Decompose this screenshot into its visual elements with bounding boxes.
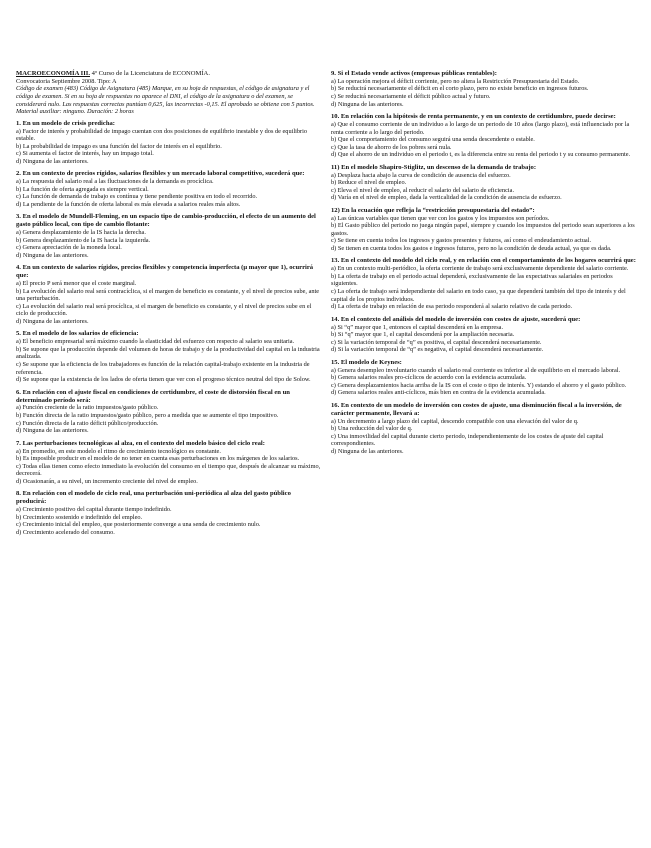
answer-option: d) La oferta de trabajo en relación de esa periodo responderá al salario relativo de cada periodo.: [331, 303, 573, 311]
answer-option: d) Ninguna de las anteriores.: [16, 317, 89, 325]
answer-option: b) Crecimiento sostenido e indefinido del empleo.: [16, 513, 143, 521]
answer-option: d) Ocasionarán, a su nivel, un incremento creciente del nivel de empleo.: [16, 477, 198, 485]
answer-option: c) La evolución del salario real será procíclica, si el margen de beneficio es constante, y el nivel de precios sube en el ciclo de producción.: [16, 302, 312, 318]
question: [16, 389, 321, 435]
answer-option: b) La oferta de trabajo en el periodo actual dependerá, exclusivamente de las expectativas salariales en periodos siguientes.: [331, 272, 613, 288]
question-title: 2. En un contexto de precios rígidos, salarios flexibles y un mercado laboral competitivo, sucederá que:: [16, 170, 305, 178]
answer-option: a) En promedio, en este modelo el ritmo de crecimiento tecnológico es constante.: [16, 447, 221, 455]
question: [331, 207, 636, 253]
question: [16, 120, 321, 166]
answer-option: b) Una reducción del valor de q.: [331, 425, 413, 433]
exam-title: [16, 70, 321, 78]
answer-option: a) El precio P será menor que el coste marginal.: [16, 280, 137, 288]
question-title: 7. Las perturbaciones tecnológicas al alza, en el contexto del modelo básico del ciclo real:: [16, 439, 265, 447]
answer-option: b) Reduce el nivel de empleo.: [331, 179, 407, 187]
answer-option: c) Que la tasa de ahorro de los pobres será nula.: [331, 143, 452, 151]
question-title: 3. En el modelo de Mundell-Fleming, en un espacio tipo de cambio-producción, el efecto de un aumento del gasto público local, con tipo de cambio flotante:: [16, 213, 316, 229]
answer-option: d) Ninguna de las anteriores.: [16, 157, 89, 165]
answer-option: a) La respuesta del salario real a las fluctuaciones de la demanda es procíclica.: [16, 178, 214, 186]
question: [16, 440, 321, 486]
course-title: 4º Curso de la Licenciatura de ECONOMÍA.: [90, 70, 210, 77]
answer-option: c) La función de demanda de trabajo es contínua y tiene pendiente positiva en todo el recorrido.: [16, 193, 258, 201]
columns: [16, 70, 637, 541]
question-title: 15. El modelo de Keynes:: [331, 358, 402, 366]
question-title: 9. Si el Estado vende activos (empresas públicas rentables):: [331, 70, 497, 77]
answer-option: b) Función directa de la ratio impuestos/gasto público, pero a medida que se aumente el tipo impositivo.: [16, 412, 279, 420]
answer-option: a) Genera desplazamiento de la IS hacia la derecha.: [16, 229, 146, 237]
answer-option: c) Función directa de la ratio déficit público/producción.: [16, 419, 159, 427]
answer-option: d) Ninguna de las anteriores.: [16, 427, 89, 435]
question: [16, 170, 321, 208]
answer-option: a) Si “q” mayor que 1, entonces el capital descenderá en la empresa.: [331, 323, 504, 331]
answer-option: a) Las únicas variables que tienen que ver con los gastos y los impuestos son períodos.: [331, 214, 550, 222]
answer-option: c) Se tiene en cuenta todos los ingresos y gastos presentes y futuros, así como el endeudamiento actual.: [331, 237, 592, 245]
answer-option: d) Ninguna de las anteriores.: [16, 251, 89, 259]
answer-option: c) Genera desplazamientos hacia arriba de la IS con el coste o tipo de interés. Y) estando el ahorro y el gasto público.: [331, 381, 627, 389]
answer-option: b) Se supone que la producción depende del volumen de horas de trabajo y de la productividad del capital en la industria analizada.: [16, 345, 320, 361]
question-title: 12) En la ecuación que refleja la “restricción presupuestaria del estado”:: [331, 206, 535, 214]
answer-option: c) Una inmovilidad del capital durante cierto periodo, independientemente de los costes de ajuste del capital correspondientes.: [331, 432, 604, 448]
left-questions: [16, 120, 321, 537]
answer-option: c) Todas ellas tienen como efecto inmediato la evolución del consumo en el tiempo que, después de alcanzar su máximo, decrecerá.: [16, 462, 321, 478]
question: [16, 213, 321, 259]
answer-option: b) Si “q” mayor que 1, el capital descenderá por la ampliación necesaria.: [331, 331, 515, 339]
answer-option: b) Es imposible producir en el modelo de no tener en cuenta esas perturbaciones en los márgenes de los salarios.: [16, 455, 300, 463]
answer-option: b) Que el comportamiento del consumo seguirá una senda descendente o estable.: [331, 136, 535, 144]
answer-option: d) Se tienen en cuenta todos los gastos e ingresos futuros, pero no la condición de deuda actual, ya que es dada.: [331, 244, 612, 252]
question-title: 1. En un modelo de crisis predicha:: [16, 119, 115, 127]
answer-option: b) La función de oferta agregada es siempre vertical.: [16, 185, 149, 193]
right-questions: [331, 70, 636, 455]
question: [331, 359, 636, 397]
question-title: 6. En relación con el ajuste fiscal en condiciones de certidumbre, el coste de distorsión fiscal en un determinado período será:: [16, 388, 290, 404]
question-title: 14. En el contexto del análisis del modelo de inversión con costes de ajuste, sucederá que:: [331, 315, 581, 323]
answer-option: b) La probabilidad de impago es una función del factor de interés en el equilibrio.: [16, 142, 222, 150]
right-column: [331, 70, 636, 541]
answer-option: a) Función creciente de la ratio impuestos/gasto público.: [16, 404, 159, 412]
question: [331, 257, 636, 310]
question: [331, 70, 636, 108]
answer-option: a) Genera desempleo involuntario cuando el salario real corriente es inferior al de equilibrio en el mercado laboral.: [331, 366, 621, 374]
answer-option: d) Se supone que la existencia de los lados de oferta tienen que ver con el progreso técnico neutral del tipo de Solow.: [16, 376, 311, 384]
answer-option: b) Se reducirá necesariamente el déficit en el corto plazo, pero no existe beneficio en ingresos futuros.: [331, 85, 589, 93]
question: [331, 316, 636, 354]
answer-option: b) La evolución del salario real será contracíclica, si el margen de beneficio es constante, y el nivel de precios sube, ante una perturbación.: [16, 287, 320, 303]
answer-option: b) Genera salarios reales pro-cíclicos de acuerdo con la evidencia acumulada.: [331, 374, 527, 382]
question-title: 4. En un contexto de salarios rígidos, precios flexibles y competencia imperfecta (μ mayor que 1), ocurrirá que:: [16, 264, 314, 280]
subject-title: MACROECONOMÍA III.: [16, 70, 90, 77]
answer-option: a) En un contexto multi-periódico, la oferta corriente de trabajo será exclusivamente dependiente del salario corriente.: [331, 265, 629, 273]
answer-option: c) Eleva el nivel de empleo, al reducir el salario del salario de eficiencia.: [331, 186, 515, 194]
answer-option: d) Ninguna de las anteriores.: [331, 100, 404, 108]
answer-option: a) Desplaza hacia abajo la curva de condición de ausencia del esfuerzo.: [331, 171, 511, 179]
answer-option: a) Crecimiento positivo del capital durante tiempo indefinido.: [16, 506, 172, 514]
answer-option: b) El Gasto público del periodo no juega ningún papel, siempre y cuando los impuestos del periodo sean superiores a los gastos.: [331, 222, 635, 237]
answer-option: c) Se reducirá necesariamente el déficit público actual y futuro.: [331, 93, 491, 100]
question: [16, 264, 321, 325]
question-title: 8. En relación con el modelo de ciclo real, una perturbación uni-periódica al alza del gasto público producirá:: [16, 490, 291, 506]
answer-option: a) La operación mejora el déficit corriente, pero no altera la Restricción Presupuestaria del Estado.: [331, 77, 580, 85]
answer-option: d) Si la variación temporal de “q” es negativa, el capital descenderá necesariamente.: [331, 346, 544, 354]
answer-option: a) Un decremento a largo plazo del capital, descendo compatible con una elevación del valor de q.: [331, 417, 579, 425]
question-title: 5. En el modelo de los salarios de eficiencia:: [16, 330, 139, 338]
left-column: [16, 70, 321, 541]
question: [331, 113, 636, 159]
question-title: 11) En el modelo Shapiro-Stiglitz, un descenso de la demanda de trabajo:: [331, 163, 537, 171]
question-title: 10. En relación con la hipótesis de renta permanente, y en un contexto de certidumbre, puede decirse:: [331, 113, 616, 121]
exam-instructions: Código de examen (483) Código de Asignatura (485) Marque, en su hoja de respuestas, el código de asignatura y el código de examen. Si en su hoja de respuestas no aparece el DNI, el código de la asignatura o del examen, se considerará nulo. Las respuestas correctas puntúan 0,625, las incorrectas -0,15. El aprobado se obtiene con 5 puntos. Material auxiliar: ninguno. Duración: 2 horas: [16, 85, 315, 116]
question: [16, 490, 321, 536]
answer-option: d) Genera salarios reales anti-cíclicos, más bien en contra de la evidencia acumulada.: [331, 389, 546, 397]
answer-option: d) Crecimiento acelerado del consumo.: [16, 528, 115, 536]
answer-option: a) El beneficio empresarial será máximo cuando la elasticidad del esfuerzo con respecto al salario sea unitaria.: [16, 338, 295, 346]
answer-option: c) Si la variación temporal de “q” es positiva, el capital descenderá necesariamente.: [331, 338, 542, 346]
answer-option: d) Ninguna de las anteriores.: [331, 447, 404, 455]
answer-option: c) Genera apreciación de la moneda local.: [16, 244, 122, 252]
answer-option: c) La oferta de trabajo será independiente del salario en todo caso, ya que dependerá también del tipo de interés y del capital de los propios individuos.: [331, 288, 626, 303]
question: [331, 402, 636, 456]
answer-option: c) Si aumenta el factor de interés, hay un impago total.: [16, 150, 154, 158]
question: [331, 164, 636, 202]
answer-option: c) Crecimiento inicial del empleo, que posteriormente converge a una senda de crecimiento nulo.: [16, 521, 261, 529]
question-title: 13. En el contexto del modelo del ciclo real, y en relación con el comportamiento de los hogares ocurrirá que:: [331, 257, 636, 265]
answer-option: d) Que el ahorro de un individuo en el periodo t, es la diferencia entre su renta del periodo t y su consumo permanente.: [331, 151, 631, 159]
answer-option: c) Se supone que la eficiencia de los trabajadores es función de la relación capital-trabajo existente en la industria de referencia.: [16, 361, 310, 376]
answer-option: b) Genera desplazamiento de la IS hacia la izquierda.: [16, 236, 151, 244]
question: [16, 330, 321, 383]
answer-option: d) Varía en el nivel de empleo, dada la verticalidad de la condición de ausencia de esfuerzo.: [331, 194, 562, 202]
convocatoria: Convocatoria Septiembre 2008. Tipo: A: [16, 77, 117, 85]
answer-option: a) Que el consumo corriente de un individuo a lo largo de un periodo de 10 años (largo plazo), está influenciado por la renta corriente a lo largo del periodo.: [331, 121, 630, 136]
answer-option: a) Factor de interés y probabilidad de impago cuentan con dos posiciones de equilibrio inestable y dos de equilibrio estable.: [16, 127, 307, 143]
answer-option: d) La pendiente de la función de oferta laboral es más elevada a salarios reales más altos.: [16, 200, 241, 208]
question-title: 16. En contexto de un modelo de inversión con costes de ajuste, una disminución fiscal a la inversión, de carácter permanente, llevará a:: [331, 401, 622, 417]
